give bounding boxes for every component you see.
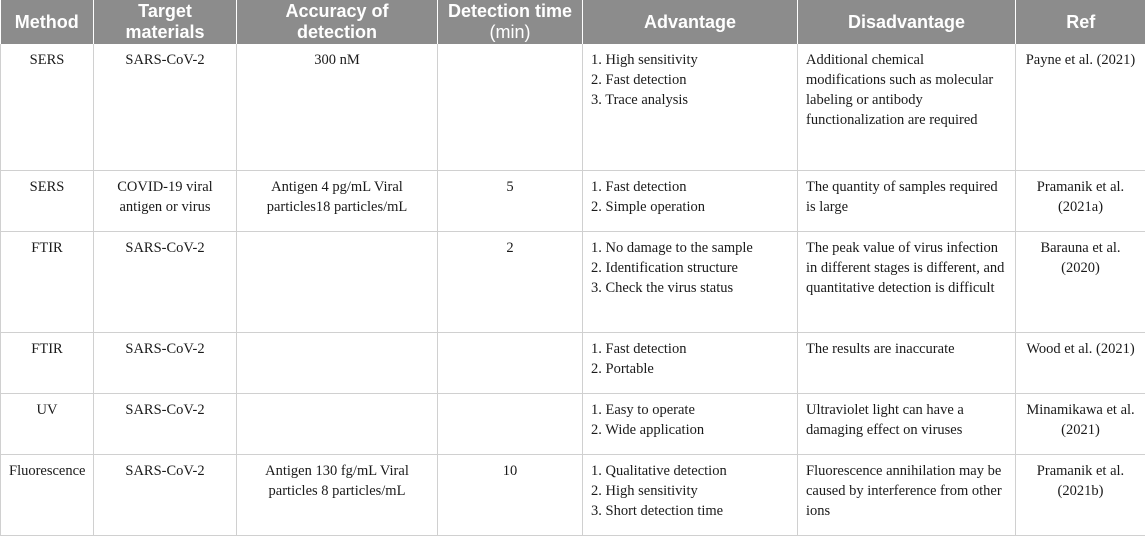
cell-disadvantage: Ultraviolet light can have a damaging effect on viruses [798,394,1016,455]
cell-ref: Payne et al. (2021) [1016,44,1145,171]
advantage-item: 1. No damage to the sample [591,238,789,258]
cell-disadvantage: Fluorescence annihilation may be caused by interference from other ions [798,455,1016,536]
header-accuracy: Accuracy of detection [237,0,438,44]
header-time-unit: (min) [490,22,531,42]
advantage-item: 2. Simple operation [591,197,789,217]
header-time-label: Detection time [448,1,572,21]
table-row [1,44,1145,171]
header-disadvantage: Disadvantage [798,0,1016,44]
cell-advantage [583,333,798,394]
header-target: Target materials [94,0,237,44]
cell-advantage [583,44,798,171]
cell-advantage [583,232,798,333]
advantage-item: 3. Short detection time [591,501,789,521]
cell-accuracy: Antigen 4 pg/mL Viral particles18 particles/mL [237,171,438,232]
advantage-item: 1. Easy to operate [591,400,789,420]
cell-target: SARS-CoV-2 [94,455,237,536]
table-row [1,171,1145,232]
cell-method: SERS [1,171,94,232]
cell-method: FTIR [1,333,94,394]
cell-accuracy: Antigen 130 fg/mL Viral particles 8 particles/mL [237,455,438,536]
cell-method: Fluorescence [1,455,94,536]
cell-target: SARS-CoV-2 [94,44,237,171]
advantage-item: 3. Trace analysis [591,90,789,110]
cell-advantage [583,455,798,536]
cell-method: FTIR [1,232,94,333]
advantage-item: 2. Wide application [591,420,789,440]
cell-target: SARS-CoV-2 [94,232,237,333]
advantage-item: 1. Fast detection [591,177,789,197]
cell-method: UV [1,394,94,455]
table-row [1,333,1145,394]
cell-accuracy [237,394,438,455]
cell-target: COVID-19 viral antigen or virus [94,171,237,232]
header-advantage: Advantage [583,0,798,44]
cell-time: 5 [438,171,583,232]
cell-ref: Minamikawa et al. (2021) [1016,394,1145,455]
table-row [1,232,1145,333]
cell-time [438,44,583,171]
advantage-item: 2. Fast detection [591,70,789,90]
advantage-item: 1. Qualitative detection [591,461,789,481]
cell-disadvantage: The results are inaccurate [798,333,1016,394]
cell-advantage [583,394,798,455]
cell-target: SARS-CoV-2 [94,333,237,394]
cell-accuracy [237,232,438,333]
advantage-item: 1. Fast detection [591,339,789,359]
header-time [438,0,583,44]
table-row [1,394,1145,455]
header-ref: Ref [1016,0,1145,44]
table-row [1,455,1145,536]
cell-target: SARS-CoV-2 [94,394,237,455]
cell-time [438,394,583,455]
cell-accuracy: 300 nM [237,44,438,171]
cell-accuracy [237,333,438,394]
cell-ref: Wood et al. (2021) [1016,333,1145,394]
header-method: Method [1,0,94,44]
cell-disadvantage: The peak value of virus infection in different stages is different, and quantitative detection is difficult [798,232,1016,333]
advantage-item: 1. High sensitivity [591,50,789,70]
advantage-item: 2. High sensitivity [591,481,789,501]
advantage-item: 2. Portable [591,359,789,379]
cell-advantage [583,171,798,232]
cell-ref: Barauna et al. (2020) [1016,232,1145,333]
cell-disadvantage: Additional chemical modifications such as molecular labeling or antibody functionalization are required [798,44,1016,171]
cell-ref: Pramanik et al. (2021b) [1016,455,1145,536]
advantage-item: 3. Check the virus status [591,278,789,298]
advantage-item: 2. Identification structure [591,258,789,278]
header-row [1,0,1145,44]
cell-time: 10 [438,455,583,536]
cell-disadvantage: The quantity of samples required is large [798,171,1016,232]
cell-method: SERS [1,44,94,171]
cell-ref: Pramanik et al. (2021a) [1016,171,1145,232]
cell-time [438,333,583,394]
cell-time: 2 [438,232,583,333]
